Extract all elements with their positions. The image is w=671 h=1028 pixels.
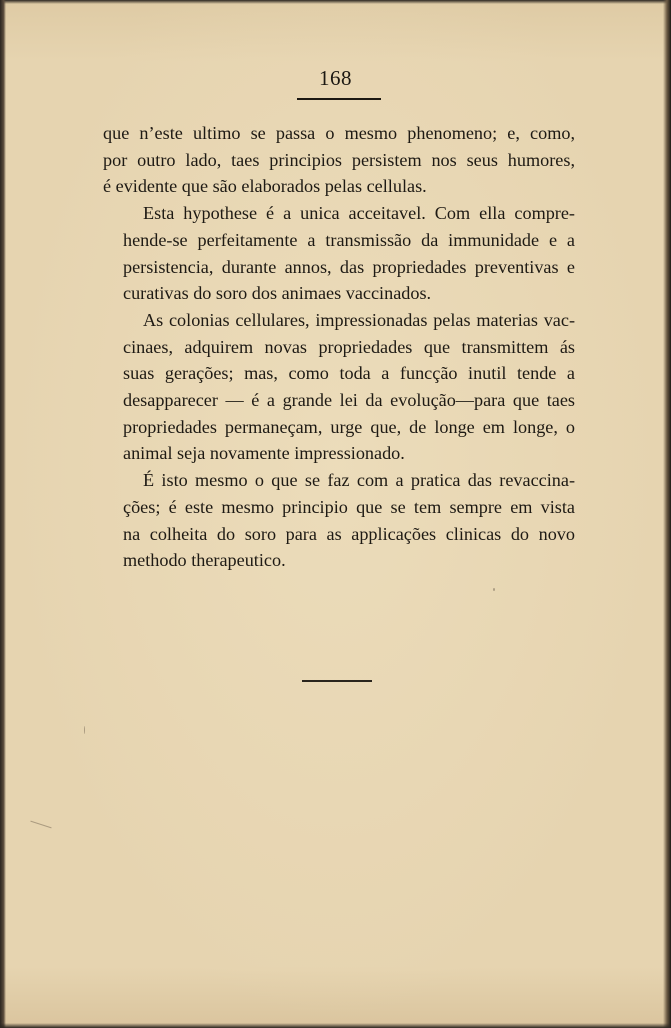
page-left-edge xyxy=(0,0,6,1028)
text-line: suas gerações; mas, como toda a funcção inutil tende a xyxy=(123,363,575,384)
paper-speck xyxy=(84,726,85,734)
paragraph-3 xyxy=(103,307,575,467)
text-line: na colheita do soro para as applicações clinicas do novo xyxy=(123,523,575,544)
text-line: desapparecer — é a grande lei da evolução—para que taes xyxy=(123,390,575,411)
header-rule xyxy=(297,98,381,100)
paragraph-4 xyxy=(103,467,575,574)
text-line: que n’este ultimo se passa o mesmo phenomeno; e, como, xyxy=(103,123,575,143)
text-line: As colonias cellulares, impressionadas pelas materias vac- xyxy=(143,309,575,330)
text-line: hende-se perfeitamente a transmissão da immunidade e a xyxy=(123,229,575,250)
text-line: animal seja novamente impressionado. xyxy=(123,443,405,464)
paper-speck xyxy=(493,588,495,591)
text-line: curativas do soro dos animaes vaccinados. xyxy=(123,283,432,304)
paragraph-1 xyxy=(103,120,575,200)
page-number: 168 xyxy=(319,66,352,90)
text-line: É isto mesmo o que se faz com a pratica das revaccina- xyxy=(143,470,575,491)
text-line: é evidente que são elaborados pelas cellulas. xyxy=(103,176,427,197)
body-text xyxy=(103,120,575,574)
text-line: propriedades permaneçam, urge que, de longe em longe, o xyxy=(123,416,575,437)
paragraph-2 xyxy=(103,200,575,307)
text-line: cinaes, adquirem novas propriedades que transmittem ás xyxy=(123,336,575,357)
text-line: persistencia, durante annos, das propriedades preventivas e xyxy=(123,256,575,277)
text-line: Esta hypothese é a unica acceitavel. Com ella compre- xyxy=(143,203,575,224)
paper-crease xyxy=(30,821,51,829)
text-line: methodo therapeutico. xyxy=(123,550,286,571)
end-rule xyxy=(302,680,372,682)
page-bottom-edge xyxy=(0,1023,671,1028)
page-top-edge xyxy=(0,0,671,4)
text-line: por outro lado, taes principios persistem nos seus humores, xyxy=(103,149,575,170)
text-line: ções; é este mesmo principio que se tem sempre em vista xyxy=(123,496,575,517)
page-right-edge xyxy=(663,0,671,1028)
